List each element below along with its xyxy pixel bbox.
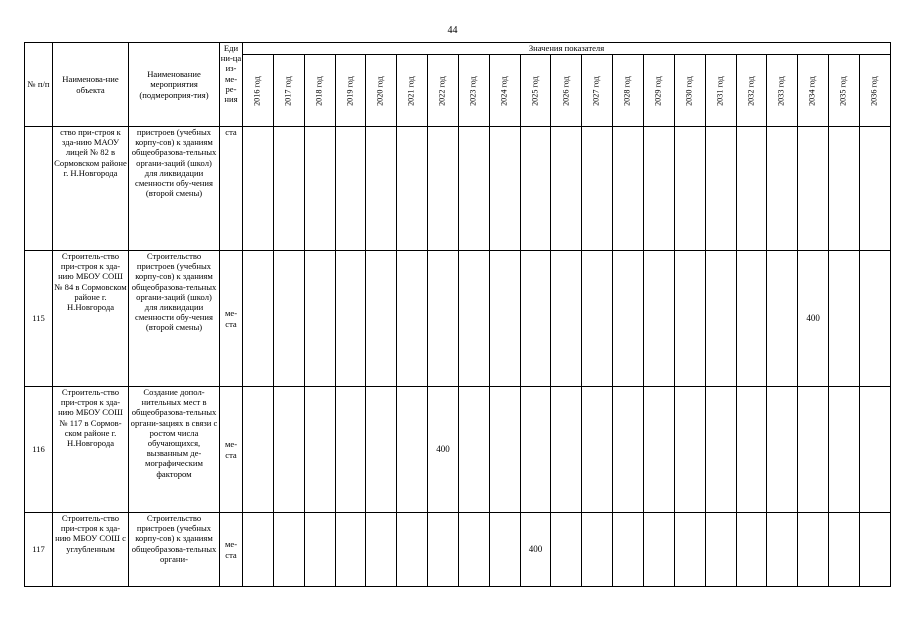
- value-cell: [243, 513, 274, 587]
- row-measure-cell-text: Строительство пристроев (учебных корпу-сов) к зданиям общеобразова-тельных органи-заций (школ) для ликвидации сменности обу-чения (второй смены): [131, 251, 217, 333]
- header-values-group: Значения показателя: [243, 43, 891, 55]
- header-year: [582, 55, 613, 127]
- value-cell: [859, 513, 890, 587]
- value-cell: [489, 387, 520, 513]
- header-year-label: 2018 год: [314, 76, 324, 106]
- value-cell: [613, 513, 644, 587]
- value-cell: [458, 513, 489, 587]
- row-measure-cell-text: пристроев (учебных корпу-сов) к зданиям общеобразова-тельных органи-заций (школ) для ликвидации сменности обу-чения (второй смены): [131, 127, 217, 199]
- value-cell: [829, 513, 860, 587]
- header-year: [798, 55, 829, 127]
- table-row: [25, 251, 891, 387]
- row-unit-cell-text: ме-ста: [224, 308, 238, 329]
- value-cell: [273, 513, 304, 587]
- value-cell: [243, 127, 274, 251]
- value-cell: 400: [428, 387, 459, 513]
- value-cell: [798, 513, 829, 587]
- value-cell: [736, 387, 767, 513]
- value-cell: [582, 513, 613, 587]
- value-cell: [366, 513, 397, 587]
- value-cell: [520, 387, 551, 513]
- header-year: [366, 55, 397, 127]
- value-cell: [428, 127, 459, 251]
- value-cell: [798, 127, 829, 251]
- value-cell: [366, 387, 397, 513]
- value-cell: [674, 251, 705, 387]
- value-cell: [551, 387, 582, 513]
- header-year: [859, 55, 890, 127]
- table-body: [25, 127, 891, 587]
- header-year-label: 2019 год: [345, 76, 355, 106]
- value-cell: [335, 251, 366, 387]
- value-cell: [643, 251, 674, 387]
- header-year-label: 2036 год: [869, 76, 879, 106]
- value-cell: [736, 513, 767, 587]
- value-cell: [335, 387, 366, 513]
- value-cell: [304, 387, 335, 513]
- value-cell: [767, 127, 798, 251]
- header-year: [829, 55, 860, 127]
- header-year-label: 2029 год: [653, 76, 663, 106]
- value-cell: [613, 387, 644, 513]
- value-cell: [458, 387, 489, 513]
- header-year-label: 2030 год: [684, 76, 694, 106]
- row-num-cell: [25, 387, 53, 513]
- header-year-label: 2022 год: [437, 76, 447, 106]
- value-cell: 400: [520, 513, 551, 587]
- value-cell: [335, 127, 366, 251]
- value-cell: [366, 127, 397, 251]
- value-cell: [859, 127, 890, 251]
- header-year-label: 2025 год: [530, 76, 540, 106]
- header-year: [428, 55, 459, 127]
- value-cell: [767, 387, 798, 513]
- value-cell: [643, 387, 674, 513]
- header-year-label: 2026 год: [561, 76, 571, 106]
- row-num-cell-text: 116: [32, 444, 45, 455]
- header-unit: Еди ни-ца из-ме-ре-ния: [220, 43, 243, 127]
- value-cell: [458, 251, 489, 387]
- row-unit-cell: [220, 127, 243, 251]
- row-num-cell: [25, 251, 53, 387]
- value-cell: [829, 127, 860, 251]
- header-year: [243, 55, 274, 127]
- value-cell: [428, 513, 459, 587]
- value-cell: [705, 127, 736, 251]
- value-cell: [243, 251, 274, 387]
- value-cell: [705, 251, 736, 387]
- value-cell: [582, 387, 613, 513]
- value-cell: [489, 251, 520, 387]
- header-object: Наименова-ние объекта: [53, 43, 129, 127]
- header-year: [335, 55, 366, 127]
- header-year-label: 2024 год: [499, 76, 509, 106]
- header-year: [643, 55, 674, 127]
- header-year: [273, 55, 304, 127]
- value-cell: [829, 251, 860, 387]
- value-cell: [335, 513, 366, 587]
- value-cell: [489, 127, 520, 251]
- row-num-cell-text: 115: [32, 313, 45, 324]
- value-cell: [458, 127, 489, 251]
- row-measure-cell: [129, 251, 220, 387]
- value-cell: [582, 127, 613, 251]
- row-object-cell: [53, 251, 129, 387]
- value-cell: [551, 251, 582, 387]
- row-unit-cell: [220, 251, 243, 387]
- header-year-label: 2021 год: [407, 76, 417, 106]
- value-cell: [551, 127, 582, 251]
- header-year-label: 2028 год: [622, 76, 632, 106]
- value-cell: [397, 513, 428, 587]
- row-measure-cell-text: Создание допол-нительных мест в общеобразова-тельных органи-зациях в связи с ростом числа обучающихся, вызванным де-мографическим фактором: [130, 387, 218, 479]
- value-cell: [304, 513, 335, 587]
- row-measure-cell: [129, 387, 220, 513]
- value-cell: [489, 513, 520, 587]
- row-object-cell-text: Строитель-ство при-строя к зда-нию МБОУ СОШ с углубленным: [55, 513, 126, 554]
- header-year-label: 2020 год: [376, 76, 386, 106]
- row-num-cell: [25, 513, 53, 587]
- value-cell: [736, 127, 767, 251]
- header-year: [458, 55, 489, 127]
- table-row: [25, 513, 891, 587]
- row-object-cell-text: ство при-строя к зда-нию МАОУ лицей № 82 в Сормовском районе г. Н.Новгорода: [54, 127, 127, 178]
- header-year: [613, 55, 644, 127]
- row-num-cell: [25, 127, 53, 251]
- value-cell: [582, 251, 613, 387]
- row-unit-cell: [220, 387, 243, 513]
- value-cell: [428, 251, 459, 387]
- value-cell: [366, 251, 397, 387]
- header-year: [489, 55, 520, 127]
- header-year-label: 2033 год: [777, 76, 787, 106]
- value-cell: [767, 251, 798, 387]
- header-year: [520, 55, 551, 127]
- value-cell: [397, 387, 428, 513]
- page-number: 44: [447, 25, 458, 36]
- value-cell: [551, 513, 582, 587]
- row-unit-cell: [220, 513, 243, 587]
- header-measure: Наименование мероприятия (подмероприя-тия): [129, 43, 220, 127]
- value-cell: [705, 387, 736, 513]
- value-cell: [674, 127, 705, 251]
- row-object-cell-text: Строитель-ство при-строя к зда-нию МБОУ СОШ № 84 в Сормовском районе г. Н.Новгорода: [54, 251, 127, 313]
- table-row: [25, 127, 891, 251]
- value-cell: [767, 513, 798, 587]
- row-measure-cell: [129, 127, 220, 251]
- header-year-label: 2023 год: [468, 76, 478, 106]
- header-year-label: 2031 год: [715, 76, 725, 106]
- row-object-cell-text: Строитель-ство при-строя к зда-нию МБОУ СОШ № 117 в Сормов-ском районе г. Н.Новгорода: [58, 387, 123, 449]
- row-unit-cell-text: ме-ста: [224, 439, 238, 460]
- value-cell: [273, 127, 304, 251]
- row-unit-cell-text: ста: [225, 127, 237, 137]
- value-cell: [304, 127, 335, 251]
- header-year: [304, 55, 335, 127]
- header-year-label: 2034 год: [808, 76, 817, 106]
- value-cell: [273, 387, 304, 513]
- value-cell: [520, 251, 551, 387]
- value-cell: [736, 251, 767, 387]
- header-year: [674, 55, 705, 127]
- value-cell: [674, 513, 705, 587]
- value-cell: [674, 387, 705, 513]
- header-year: [551, 55, 582, 127]
- row-object-cell: [53, 513, 129, 587]
- row-measure-cell-text: Строительство пристроев (учебных корпу-сов) к зданиям общеобразова-тельных органи-: [131, 513, 217, 564]
- row-object-cell: [53, 127, 129, 251]
- header-year: [736, 55, 767, 127]
- header-year-label: 2032 год: [746, 76, 756, 106]
- header-year-label: 2035 год: [838, 76, 848, 106]
- value-cell: [643, 513, 674, 587]
- header-year: [397, 55, 428, 127]
- value-cell: [520, 127, 551, 251]
- value-cell: [304, 251, 335, 387]
- row-object-cell: [53, 387, 129, 513]
- header-year-label: 2016 год: [252, 76, 262, 106]
- value-cell: [613, 127, 644, 251]
- header-year: [705, 55, 736, 127]
- value-cell: [798, 387, 829, 513]
- indicator-table: [24, 42, 891, 587]
- header-year-label: 2027 год: [592, 76, 602, 106]
- value-cell: [397, 251, 428, 387]
- header-year-label: 2017 год: [283, 76, 293, 106]
- value-cell: [273, 251, 304, 387]
- value-cell: [859, 387, 890, 513]
- value-cell: 400: [798, 251, 829, 387]
- value-cell: [859, 251, 890, 387]
- value-cell: [643, 127, 674, 251]
- row-measure-cell: [129, 513, 220, 587]
- value-cell: [829, 387, 860, 513]
- table-row: [25, 387, 891, 513]
- row-num-cell-text: 117: [32, 544, 45, 555]
- value-cell: [705, 513, 736, 587]
- row-unit-cell-text: ме-ста: [224, 539, 238, 560]
- value-cell: [397, 127, 428, 251]
- value-cell: [613, 251, 644, 387]
- header-year: [767, 55, 798, 127]
- header-num: № п/п: [25, 43, 53, 127]
- value-cell: [243, 387, 274, 513]
